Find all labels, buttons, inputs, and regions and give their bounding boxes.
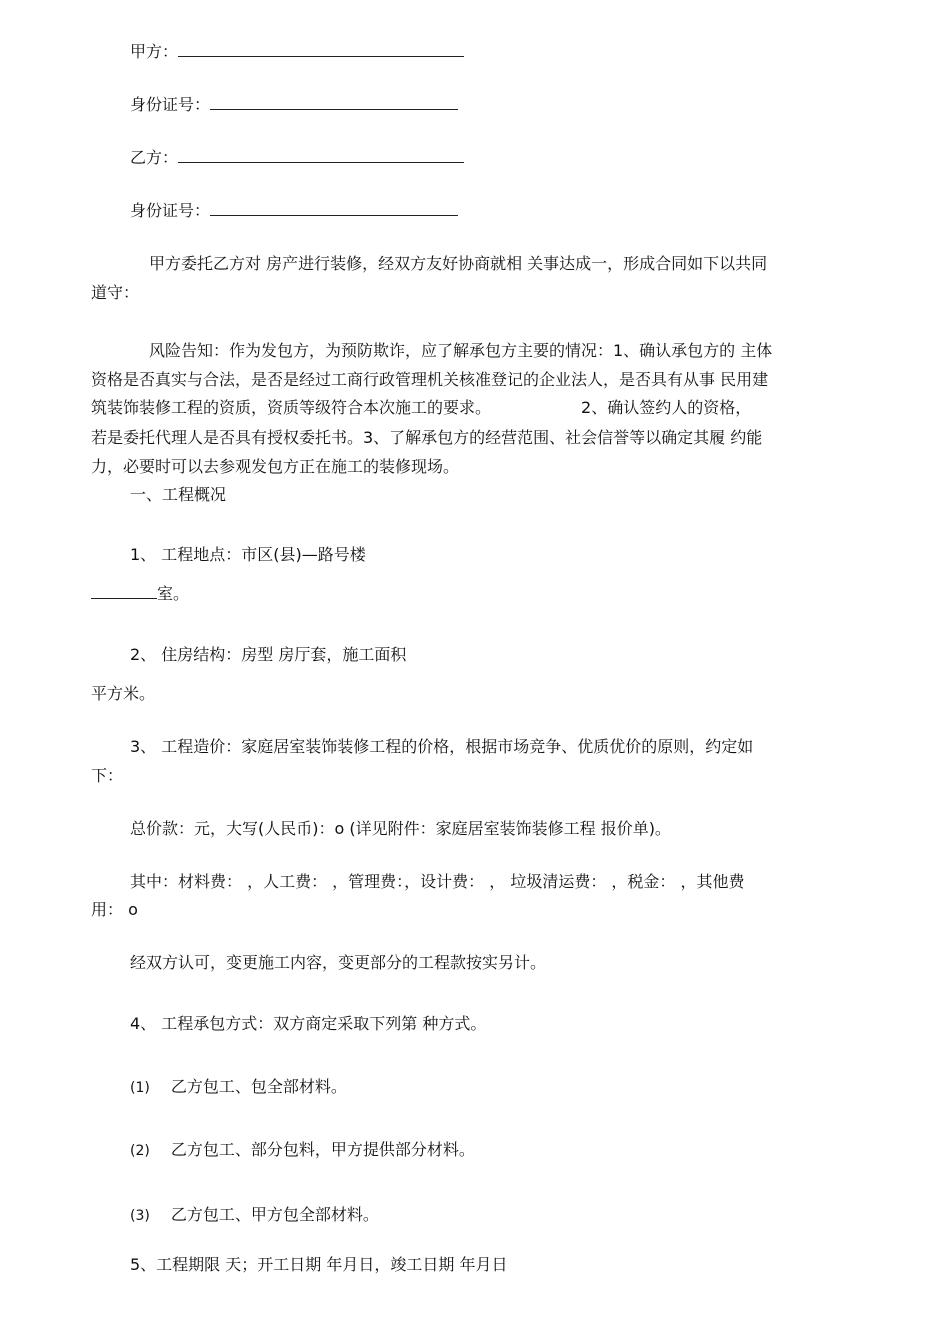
room-blank xyxy=(91,584,157,599)
item-1-line-1: 1、 工程地点：市区(县)—路号楼 xyxy=(130,545,366,564)
intro-line-2: 道守： xyxy=(91,283,140,302)
option-1-number: (1) xyxy=(130,1080,150,1096)
total-price-line: 总价款：元，大写(人民币)：o (详见附件：家庭居室装饰装修工程 报价单)。 xyxy=(130,819,671,838)
item-3-line-1: 3、 工程造价：家庭居室装饰装修工程的价格，根据市场竞争、优质优价的原则，约定如 xyxy=(130,737,754,756)
option-3-number: (3) xyxy=(130,1208,150,1224)
item-5-line: 5、工程期限 天；开工日期 年月日，竣工日期 年月日 xyxy=(130,1255,508,1274)
fees-line-2: 用： o xyxy=(91,900,138,919)
option-2 xyxy=(130,1140,475,1161)
risk-line-3a: 筑装饰装修工程的资质，资质等级符合本次施工的要求。 xyxy=(91,398,492,417)
item-2-line-1: 2、 住房结构：房型 房厅套，施工面积 xyxy=(130,645,407,664)
fees-line-1: 其中：材料费： ，人工费： ，管理费：，设计费： ， 垃圾清运费： ，税金： ，其他费 xyxy=(130,872,745,891)
party-a-id-label: 身份证号： xyxy=(130,95,211,114)
item-3-line-2: 下： xyxy=(91,766,124,785)
party-a-line xyxy=(130,42,464,62)
intro-line-1: 甲方委托乙方对 房产进行装修，经双方友好协商就相 关事达成一，形成合同如下以共同 xyxy=(149,254,768,273)
party-b-id-blank xyxy=(210,201,458,216)
party-b-line xyxy=(130,148,464,168)
party-a-label: 甲方： xyxy=(130,42,179,61)
change-note: 经双方认可，变更施工内容，变更部分的工程款按实另计。 xyxy=(130,953,547,972)
party-b-blank xyxy=(178,148,464,163)
party-b-id-label: 身份证号： xyxy=(130,201,211,220)
item-1-line-2 xyxy=(91,584,189,604)
risk-line-3 xyxy=(91,398,751,418)
option-2-text: 乙方包工、部分包料，甲方提供部分材料。 xyxy=(170,1140,475,1159)
option-1 xyxy=(130,1077,347,1098)
section-1-heading: 一、工程概况 xyxy=(130,485,227,504)
risk-line-5: 力，必要时可以去参观发包方正在施工的装修现场。 xyxy=(91,457,460,476)
risk-line-4: 若是委托代理人是否具有授权委托书。3、了解承包方的经营范围、社会信誉等以确定其履 约能 xyxy=(91,428,763,447)
option-3-text: 乙方包工、甲方包全部材料。 xyxy=(170,1205,379,1224)
party-a-id-blank xyxy=(210,95,458,110)
option-2-number: (2) xyxy=(130,1143,150,1159)
party-b-label: 乙方： xyxy=(130,148,179,167)
party-a-id-line xyxy=(130,95,458,115)
risk-line-2: 资格是否真实与合法，是否是经过工商行政管理机关核准登记的企业法人，是否具有从事 民用建 xyxy=(91,370,769,389)
item-1-room-suffix: 室。 xyxy=(157,584,190,603)
risk-line-1: 风险告知：作为发包方，为预防欺诈，应了解承包方主要的情况：1、确认承包方的 主体 xyxy=(149,341,773,360)
option-1-text: 乙方包工、包全部材料。 xyxy=(170,1077,347,1096)
party-a-blank xyxy=(178,42,464,57)
party-b-id-line xyxy=(130,201,458,221)
item-4-line: 4、 工程承包方式：双方商定采取下列第 种方式。 xyxy=(130,1014,487,1033)
option-3 xyxy=(130,1205,379,1226)
risk-line-3b: 2、确认签约人的资格， xyxy=(581,398,752,417)
item-2-line-2: 平方米。 xyxy=(91,684,156,703)
